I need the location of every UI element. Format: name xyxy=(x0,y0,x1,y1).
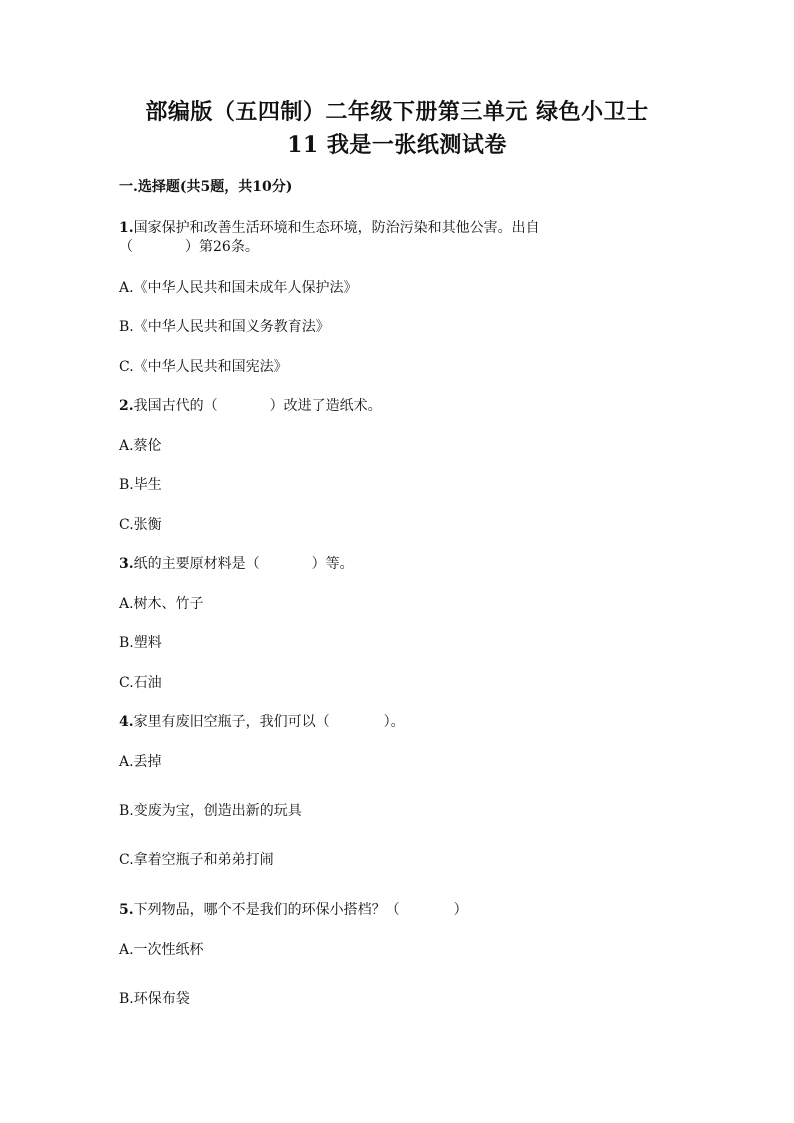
question-4-option-c: C.拿着空瓶子和弟弟打闹 xyxy=(119,852,274,868)
question-5-stem xyxy=(119,900,468,920)
question-2-number: 2. xyxy=(119,398,134,414)
exam-title-line-1: 部编版（五四制）二年级下册第三单元 绿色小卫士 xyxy=(145,99,649,125)
question-2-option-c: C.张衡 xyxy=(119,517,162,533)
question-4-text-b: ）。 xyxy=(383,714,405,730)
question-2-text-b: ）改进了造纸术。 xyxy=(269,398,382,414)
question-4-text-a: 家里有废旧空瓶子，我们可以（ xyxy=(133,714,330,730)
question-3-text-a: 纸的主要原材料是（ xyxy=(133,556,260,572)
question-5-text-b: ） xyxy=(453,902,468,918)
question-3-text-b: ）等。 xyxy=(311,556,354,572)
question-5-option-a: A.一次性纸杯 xyxy=(119,942,204,958)
question-3-stem xyxy=(119,554,354,574)
question-2-option-b: B.毕生 xyxy=(119,477,162,493)
question-4-stem xyxy=(119,712,405,732)
question-1-option-b: B.《中华人民共和国义务教育法》 xyxy=(119,319,330,335)
question-4-number: 4. xyxy=(119,714,134,730)
question-5-text-a: 下列物品，哪个不是我们的环保小搭档？（ xyxy=(133,902,400,918)
question-4-option-a: A.丢掉 xyxy=(119,754,162,770)
question-1-stem-line-2 xyxy=(119,237,259,257)
question-5-option-b: B.环保布袋 xyxy=(119,991,190,1007)
question-3-option-b: B.塑料 xyxy=(119,635,162,651)
question-2-stem xyxy=(119,396,382,416)
section-heading: 一.选择题(共5题，共10分) xyxy=(119,179,293,195)
question-3-number: 3. xyxy=(119,556,134,572)
question-1-option-c: C.《中华人民共和国宪法》 xyxy=(119,359,288,375)
exam-title-line-2: 11 我是一张纸测试卷 xyxy=(287,132,507,158)
question-2-option-a: A.蔡伦 xyxy=(119,438,162,454)
question-3-option-a: A.树木、竹子 xyxy=(119,596,204,612)
question-1-open-paren: （ xyxy=(119,239,133,255)
question-3-option-c: C.石油 xyxy=(119,675,162,691)
question-1-stem-line-1 xyxy=(119,218,540,238)
question-4-option-b: B.变废为宝，创造出新的玩具 xyxy=(119,803,302,819)
question-1-text-b: ）第26条。 xyxy=(185,239,259,255)
question-5-number: 5. xyxy=(119,902,134,918)
question-1-option-a: A.《中华人民共和国未成年人保护法》 xyxy=(119,280,358,296)
question-1-text-a: 国家保护和改善生活环境和生态环境，防治污染和其他公害。出自 xyxy=(133,220,540,236)
question-2-text-a: 我国古代的（ xyxy=(133,398,218,414)
question-1-number: 1. xyxy=(119,220,134,236)
